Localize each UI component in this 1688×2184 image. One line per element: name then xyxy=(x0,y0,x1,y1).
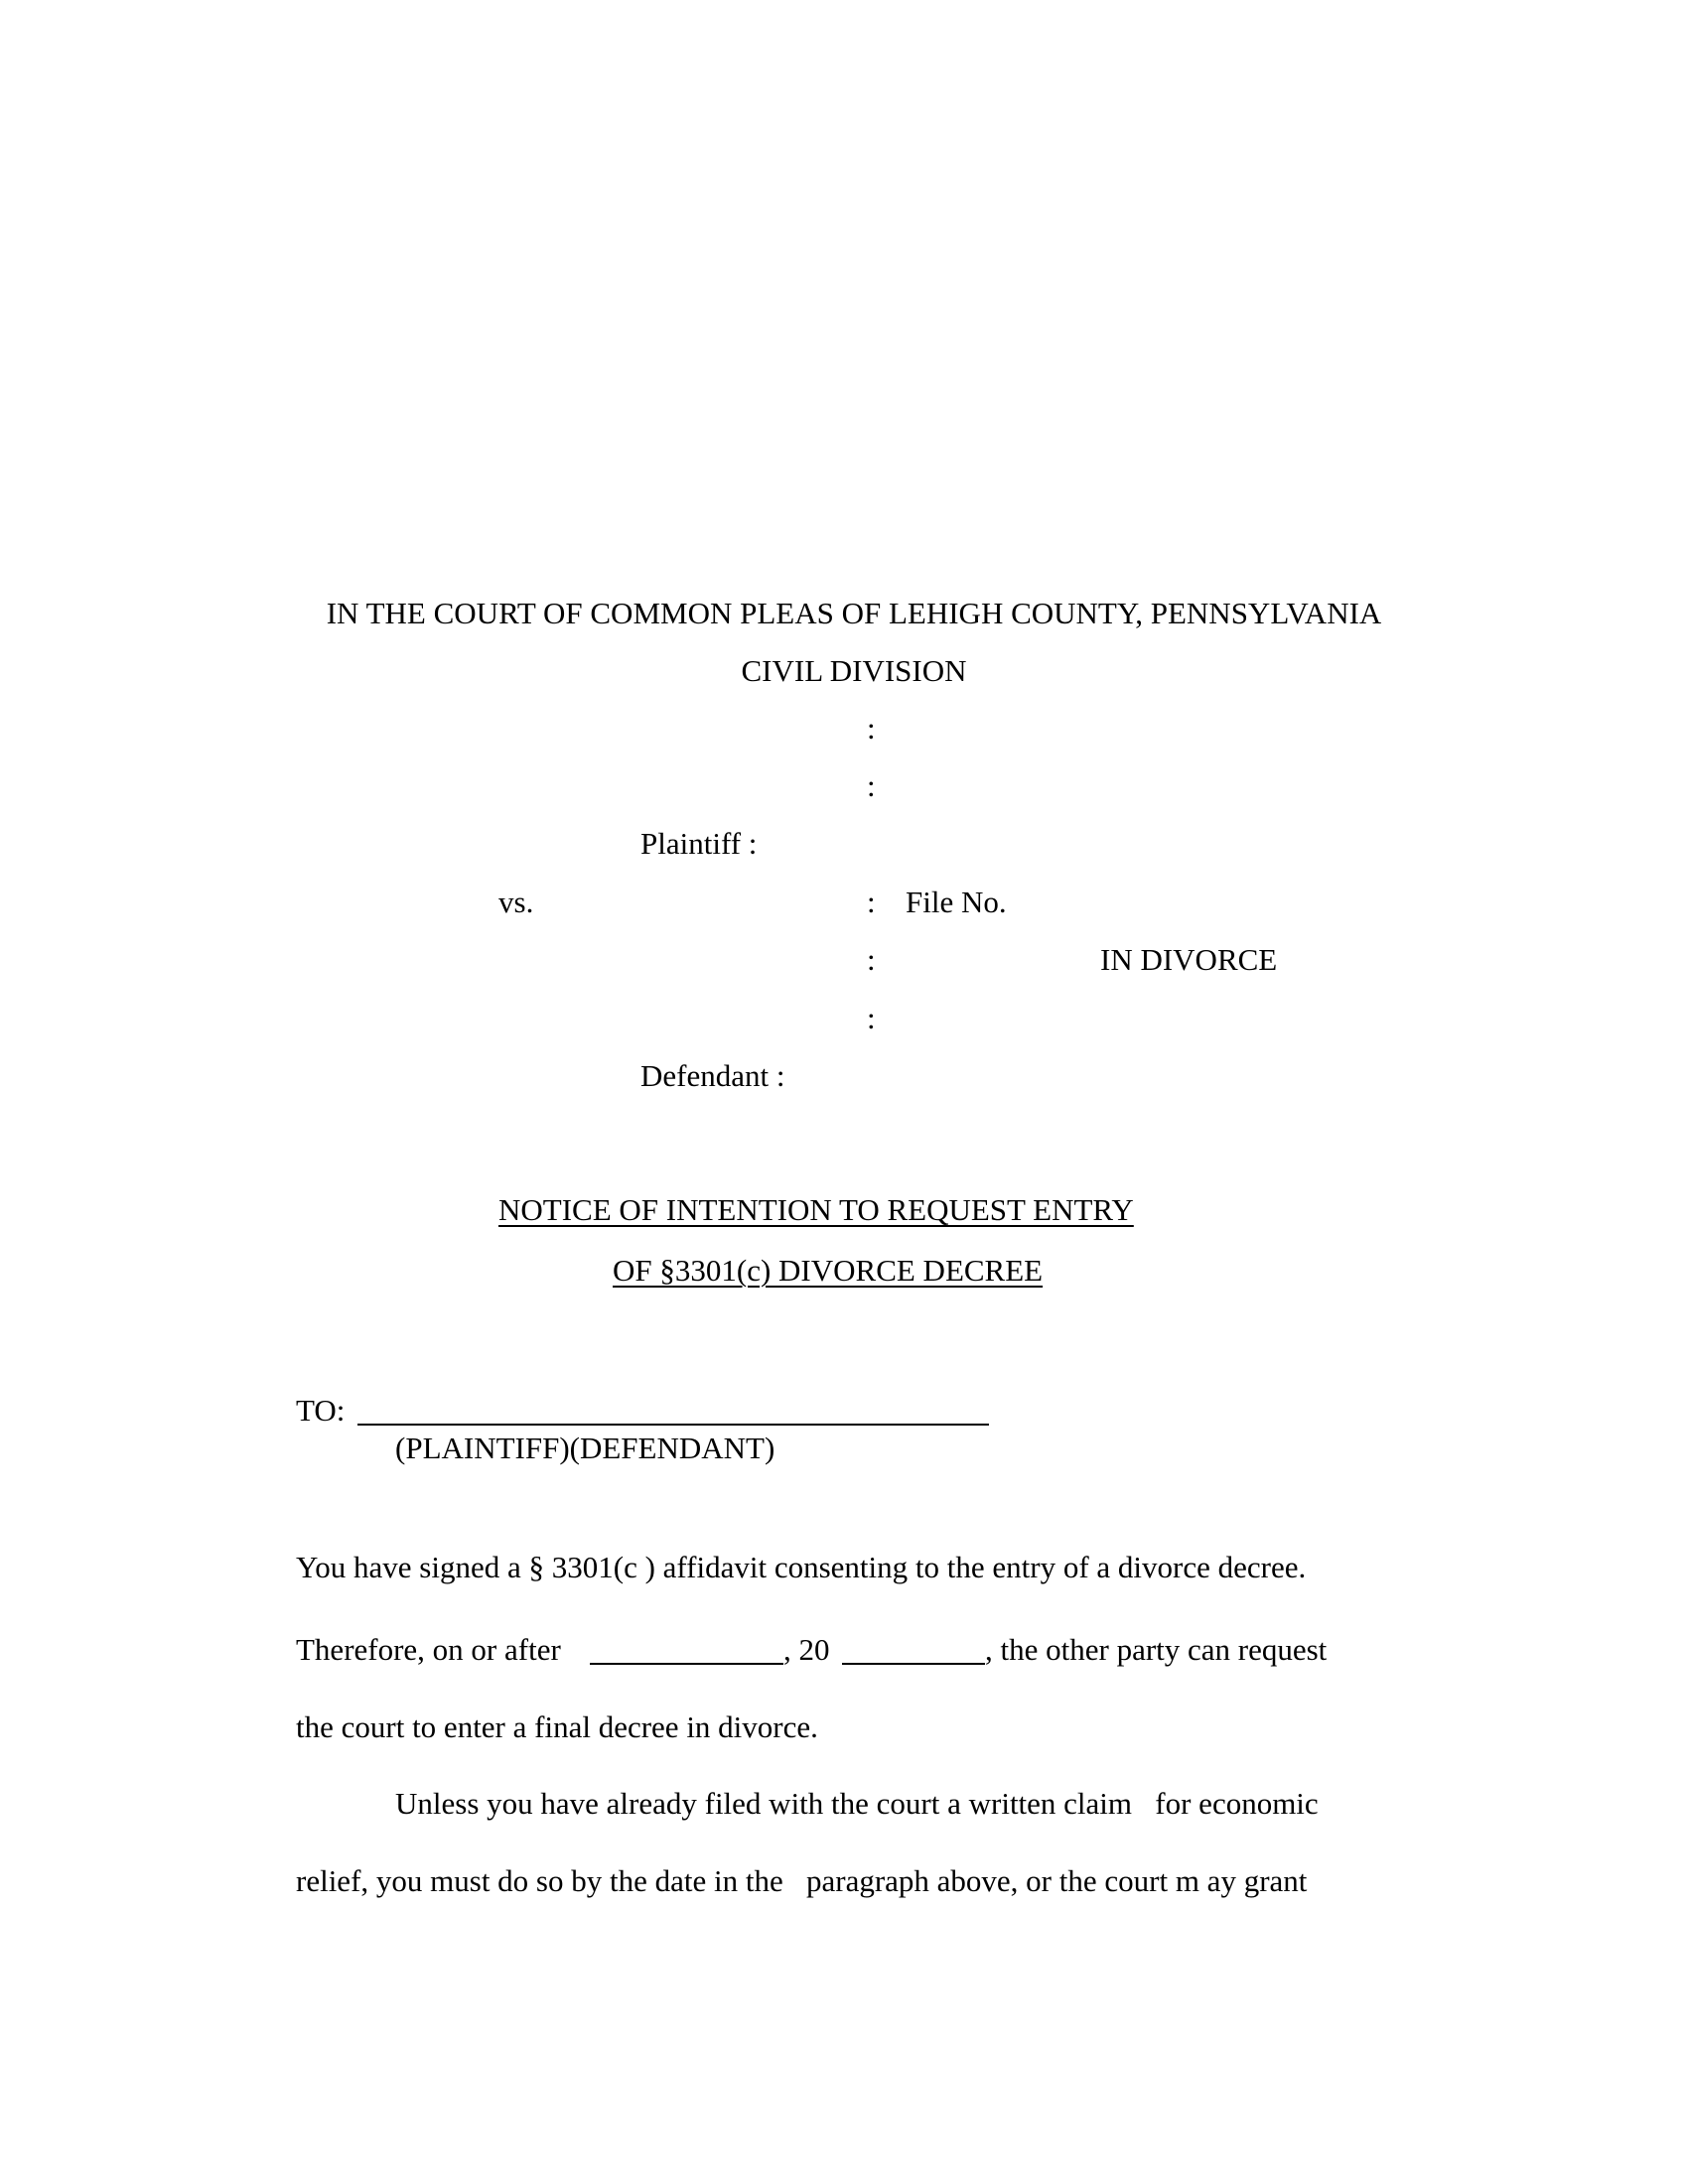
paragraph-date-start: Therefore, on or after xyxy=(296,1632,561,1667)
in-divorce-label: IN DIVORCE xyxy=(1100,942,1278,977)
date-blank[interactable] xyxy=(590,1663,783,1665)
paragraph-affidavit: You have signed a § 3301(c ) affidavit consenting to the entry of a divorce decree. xyxy=(296,1550,1307,1584)
paragraph-economic-relief-2: relief, you must do so by the date in the paragraph above, or the court m ay grant xyxy=(296,1863,1308,1898)
party-type-label: (PLAINTIFF)(DEFENDANT) xyxy=(395,1431,775,1465)
file-number-label: File No. xyxy=(906,885,1007,919)
caption-colon: : xyxy=(867,1001,876,1035)
caption-colon: : xyxy=(867,942,876,977)
caption-colon: : xyxy=(867,885,876,919)
notice-title-line2: OF §3301(c) DIVORCE DECREE xyxy=(613,1253,1044,1288)
plaintiff-label: Plaintiff : xyxy=(640,826,758,861)
caption-colon: : xyxy=(867,768,876,803)
vs-label: vs. xyxy=(498,885,534,919)
court-heading: IN THE COURT OF COMMON PLEAS OF LEHIGH COUNTY, PENNSYLVANIA xyxy=(326,596,1382,630)
paragraph-economic-relief-1: Unless you have already filed with the court a written claim for economic xyxy=(395,1786,1319,1821)
to-label: TO: xyxy=(296,1393,346,1428)
defendant-label: Defendant : xyxy=(640,1058,785,1093)
notice-title-line1: NOTICE OF INTENTION TO REQUEST ENTRY xyxy=(498,1192,1134,1227)
paragraph-final-decree: the court to enter a final decree in divorce. xyxy=(296,1709,818,1744)
division-heading: CIVIL DIVISION xyxy=(741,653,967,688)
paragraph-date-mid: , 20 xyxy=(783,1632,830,1667)
year-blank[interactable] xyxy=(842,1663,985,1665)
recipient-name-blank[interactable] xyxy=(357,1424,989,1426)
caption-colon: : xyxy=(867,711,876,746)
paragraph-date-end: , the other party can request xyxy=(985,1632,1328,1667)
